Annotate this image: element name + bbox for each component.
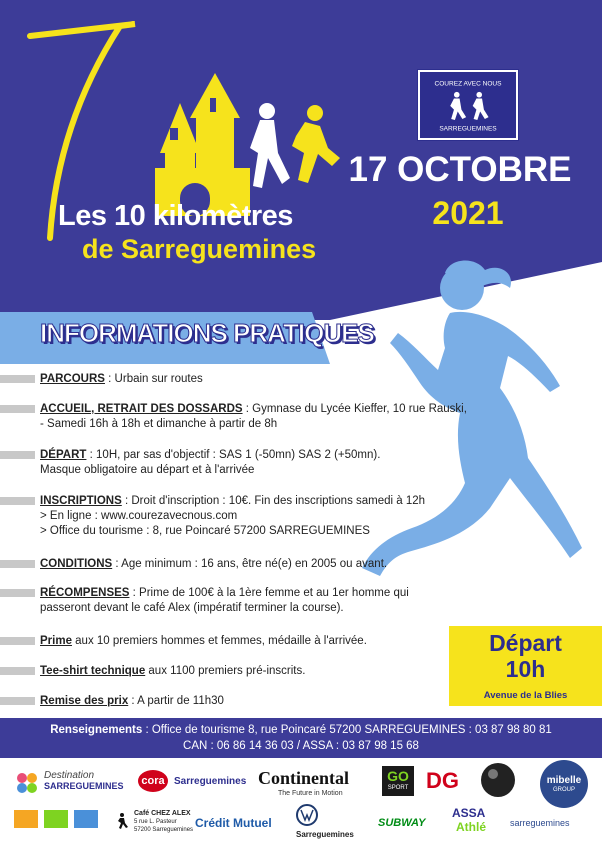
mibelle-logo: mibelle (546, 775, 582, 786)
runner-silhouette-icon (350, 258, 600, 598)
club-logo-top-text: COUREZ AVEC NOUS (434, 80, 502, 88)
row-bullet-bar (0, 589, 35, 597)
row-bullet-bar (0, 451, 35, 459)
depart-time: 10h (505, 656, 546, 682)
row-bullet-bar (0, 637, 35, 645)
sponsor-small-logos (14, 808, 104, 832)
race-title: Les 10 kilomètres (58, 200, 293, 232)
sponsor-sarreguemines (510, 818, 602, 834)
row-bullet-bar (0, 405, 35, 413)
assa-logo-a: ASSA (452, 806, 486, 820)
club-logo (418, 70, 518, 140)
cora-city: Sarreguemines (174, 776, 247, 787)
sarreguemines-logo: sarreguemines (510, 818, 570, 828)
destination-flower-icon (14, 770, 40, 796)
info-row-key: Tee-shirt technique (40, 665, 146, 677)
continental-logo: Continental (258, 768, 350, 788)
sponsor-subway (378, 815, 438, 833)
info-row-value: - Samedi 16h à 18h et dimanche à partir de 8h (40, 418, 278, 430)
info-row-value: : A partir de 11h30 (128, 695, 224, 707)
sponsor-vw (290, 804, 360, 842)
info-row-line (40, 694, 224, 709)
bowling-ball-icon (480, 762, 516, 798)
info-row-line (40, 509, 237, 524)
mibelle-sub: GROUP (552, 787, 575, 793)
sponsor-assa (446, 806, 502, 840)
contact-line-2: CAN : 06 86 14 36 03 / ASSA : 03 87 98 15 68 (183, 740, 419, 752)
info-row-line (40, 664, 305, 679)
cafe-name: Café CHEZ ALEX (134, 810, 191, 817)
info-row-value: : Droit d'inscription : 10€. Fin des inscriptions samedi à 12h (121, 495, 426, 507)
info-row-value: : Age minimum : 16 ans, être né(e) en 2005 ou avant. (112, 558, 388, 570)
info-row-line (40, 372, 203, 387)
info-row-line (40, 494, 425, 509)
sponsor-mibelle (540, 760, 588, 808)
depart-location: Avenue de la Blies (483, 690, 568, 701)
info-row-key: ACCUEIL, RETRAIT DES DOSSARDS (40, 403, 243, 415)
row-bullet-bar (0, 497, 35, 505)
go-sub: SPORT (387, 785, 409, 791)
info-row-key: DÉPART (40, 449, 87, 461)
sponsor-cafe-alex (112, 808, 192, 838)
cora-logo: cora (138, 770, 168, 792)
cafe-city: 57200 Sarreguemines (134, 827, 194, 833)
sponsor-dg (426, 766, 460, 798)
cafe-address: 5 rue L. Pasteur (134, 819, 177, 825)
sponsor-credit-mutuel (195, 814, 290, 834)
destination-text-a: Destination (44, 770, 95, 781)
info-row-value: : Urbain sur routes (104, 373, 203, 385)
club-logo-bottom-text: SARREGUEMINES (439, 125, 497, 133)
sponsor-ball (480, 762, 516, 798)
info-row-value: : Prime de 100€ à la 1ère femme et au 1er homme qui (129, 587, 409, 599)
info-row-value: : Gymnase du Lycée Kieffer, 10 rue Rauski, (242, 403, 467, 415)
credit-mutuel-logo: Crédit Mutuel (195, 816, 272, 830)
info-row-key: RÉCOMPENSES (40, 587, 130, 599)
info-row-line (40, 557, 387, 572)
info-row-line (40, 463, 254, 478)
sponsor-go-sport (382, 766, 414, 796)
info-row-key: Prime (40, 635, 72, 647)
info-row-value: > Office du tourisme : 8, rue Poincaré 57200 SARREGUEMINES (40, 525, 370, 537)
assa-logo-b: Athlé (456, 820, 486, 834)
info-row-value: Masque obligatoire au départ et à l'arrivée (40, 464, 255, 476)
sponsor-destination (14, 768, 124, 798)
info-row-line (40, 524, 370, 539)
cafe-runner-icon (112, 812, 130, 830)
info-row-line (40, 448, 380, 463)
info-row-line (40, 402, 467, 417)
dg-logo: DG (426, 768, 459, 793)
continental-tagline: The Future in Motion (278, 790, 343, 797)
row-bullet-bar (0, 697, 35, 705)
depart-label: Départ (489, 630, 562, 656)
info-row-value: aux 10 premiers hommes et femmes, médaille à l'arrivée. (71, 635, 367, 647)
row-bullet-bar (0, 667, 35, 675)
row-bullet-bar (0, 560, 35, 568)
info-row-line (40, 586, 409, 601)
sponsor-continental (258, 768, 368, 798)
contact-details: : Office de tourisme 8, rue Poincaré 57200 SARREGUEMINES : 03 87 98 80 81 (142, 724, 552, 736)
club-runners-icon (424, 76, 512, 134)
info-row-line (40, 601, 344, 616)
row-bullet-bar (0, 375, 35, 383)
info-row-line (40, 417, 277, 432)
info-row-line (40, 634, 367, 649)
go-logo: GO (387, 768, 409, 784)
info-row-key: Remise des prix (40, 695, 129, 707)
info-row-value: > En ligne : www.courezavecnous.com (40, 510, 238, 522)
info-row-value: aux 1100 premiers pré-inscrits. (145, 665, 306, 677)
contact-key: Renseignements (50, 724, 143, 736)
vw-logo-icon (296, 804, 318, 826)
info-row-key: CONDITIONS (40, 558, 113, 570)
event-date-day: 17 OCTOBRE (348, 150, 572, 189)
vw-city: Sarreguemines (296, 830, 354, 839)
race-subtitle: de Sarreguemines (82, 234, 317, 264)
event-date-year: 2021 (432, 195, 504, 231)
sponsor-cora (138, 768, 258, 796)
contact-line-1 (0, 724, 602, 736)
info-row-key: PARCOURS (40, 373, 105, 385)
info-row-key: INSCRIPTIONS (40, 495, 122, 507)
destination-text-b: SARREGUEMINES (44, 781, 124, 791)
info-row-value: : 10H, par sas d'objectif : SAS 1 (-50mn) SAS 2 (+50mn). (86, 449, 381, 461)
subway-logo: SUBWAY (378, 817, 426, 829)
info-title: INFORMATIONS PRATIQUES (40, 318, 374, 348)
info-row-value: passeront devant le café Alex (impératif terminer la course). (40, 602, 344, 614)
